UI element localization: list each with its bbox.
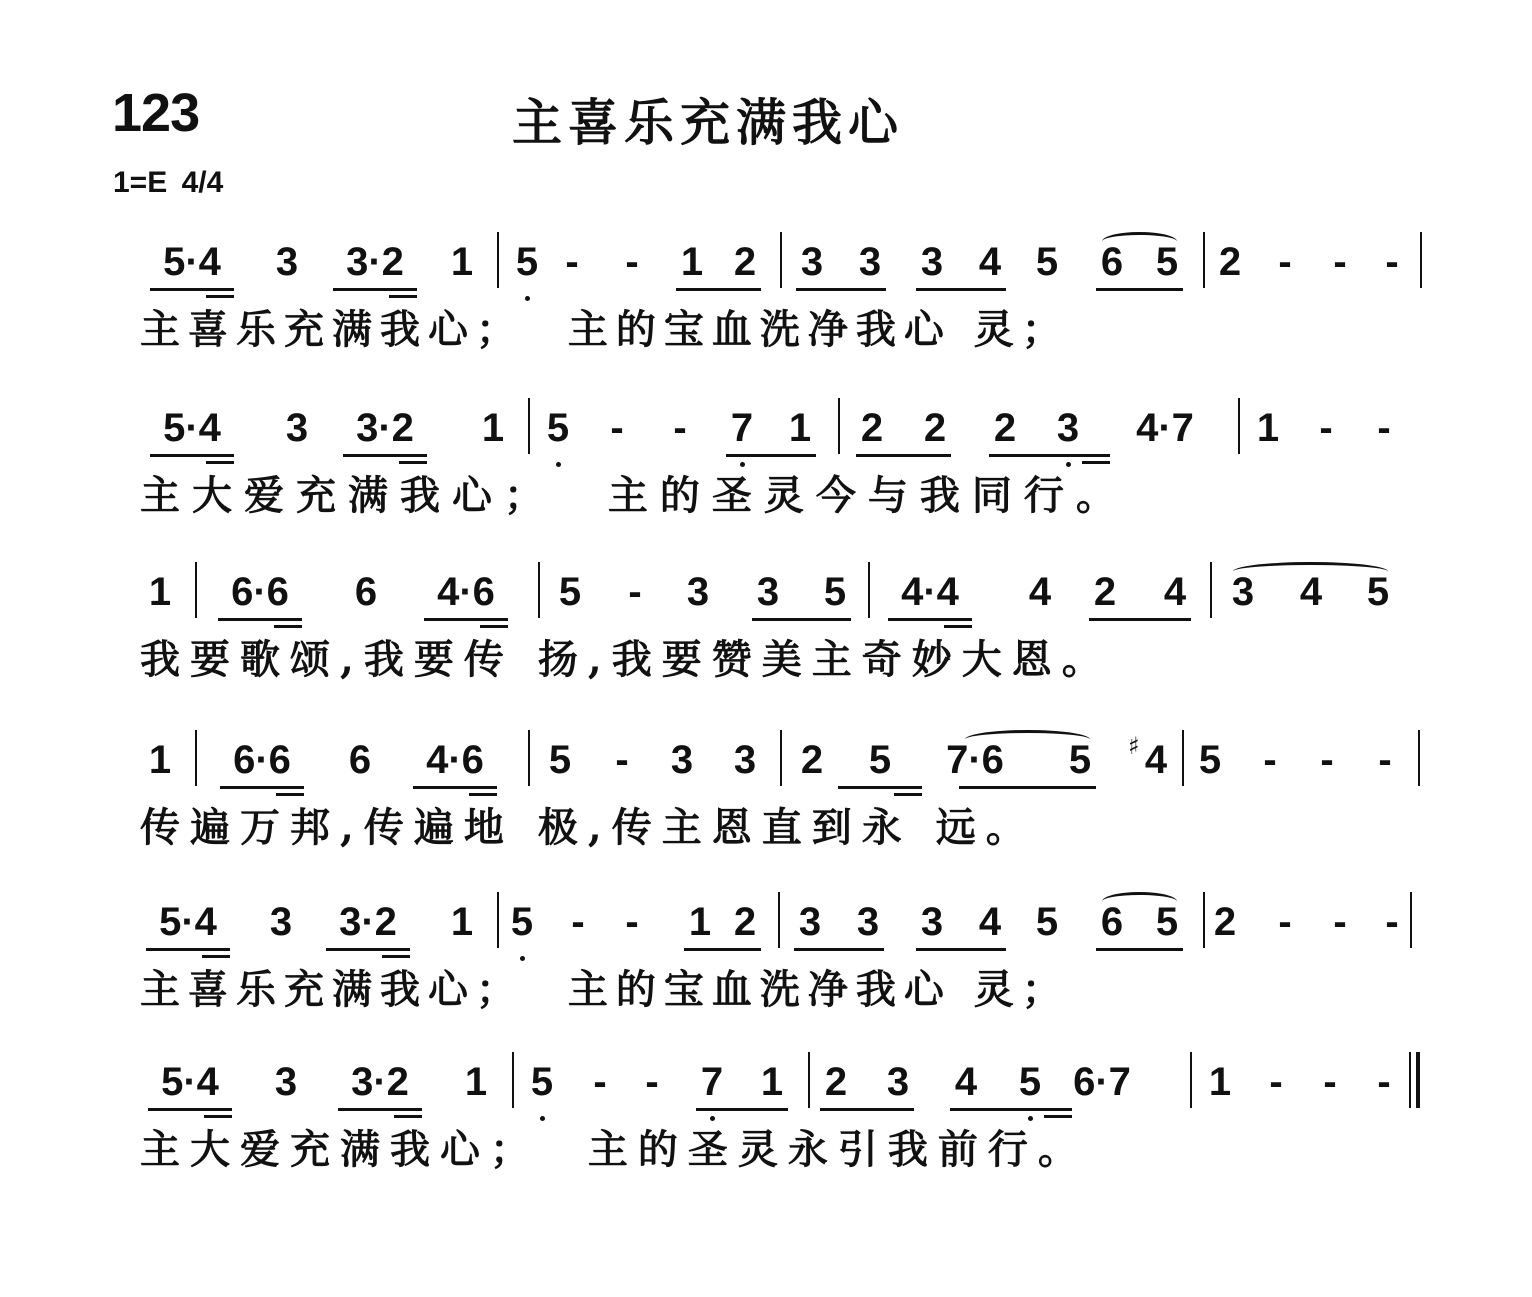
score-line-3 — [0, 572, 1532, 702]
lower-octave-dot — [520, 956, 525, 961]
note: 1 — [481, 406, 505, 450]
score-line-2 — [0, 408, 1532, 538]
extension-dash: - — [1269, 1060, 1283, 1104]
note: 2 — [733, 900, 757, 944]
score-line-4 — [0, 732, 1532, 870]
lower-octave-dot — [740, 462, 745, 467]
beam-underline — [796, 288, 886, 291]
time-signature: 4/4 — [181, 166, 224, 199]
lyric-line-6: 主大爱充满我心； 主的圣灵永引我前行。 — [140, 1126, 1088, 1173]
slur-arc — [1233, 562, 1388, 581]
note: 5·4 — [163, 406, 221, 450]
extension-dash: - — [571, 900, 585, 944]
note: 4 — [1163, 570, 1187, 614]
extension-dash: - — [628, 570, 642, 614]
hymn-title: 主喜乐充满我心 — [512, 94, 904, 152]
note: 1 — [760, 1060, 784, 1104]
note: 2 — [923, 406, 947, 450]
note: 1 — [450, 240, 474, 284]
note: 4 — [978, 900, 1002, 944]
note: 3 — [920, 240, 944, 284]
beam-underline — [794, 948, 884, 951]
beam-underline — [684, 948, 761, 951]
slur-arc — [965, 730, 1090, 749]
note: 4 — [1299, 570, 1323, 614]
barline — [838, 398, 840, 454]
barline — [512, 1052, 514, 1108]
beam-underline — [1026, 454, 1110, 457]
beam-underline — [146, 948, 230, 951]
barline — [1203, 892, 1205, 948]
note: 2 — [993, 406, 1017, 450]
barline — [1203, 232, 1205, 288]
lower-octave-dot — [525, 296, 530, 301]
barline — [778, 892, 780, 948]
lower-octave-dot — [1066, 462, 1071, 467]
barline — [497, 892, 499, 948]
beam-underline — [888, 618, 972, 621]
note: 4 — [954, 1060, 978, 1104]
lower-octave-dot — [1028, 1116, 1033, 1121]
note: 1 — [788, 406, 812, 450]
double-underline — [206, 461, 234, 464]
barline — [528, 398, 530, 454]
note: 1 — [680, 240, 704, 284]
note: 3 — [886, 1060, 910, 1104]
note: 5 — [1068, 738, 1092, 782]
extension-dash: - — [610, 406, 624, 450]
double-underline — [206, 295, 234, 298]
note: 3 — [858, 240, 882, 284]
extension-dash: - — [1377, 406, 1391, 450]
note: 6 — [348, 738, 372, 782]
key-signature — [113, 168, 223, 198]
note: 5 — [1035, 240, 1059, 284]
extension-dash: - — [1320, 738, 1334, 782]
score-line-5 — [0, 902, 1532, 1032]
note: 2 — [733, 240, 757, 284]
lower-octave-dot — [710, 1116, 715, 1121]
double-underline — [1082, 461, 1110, 464]
extension-dash: - — [1377, 1060, 1391, 1104]
barline — [1210, 562, 1212, 618]
note: 7 — [730, 406, 754, 450]
note: 3 — [686, 570, 710, 614]
note: 5·4 — [163, 240, 221, 284]
note: 3 — [1056, 406, 1080, 450]
barline — [1420, 232, 1422, 288]
beam-underline — [424, 618, 508, 621]
beam-underline — [326, 948, 410, 951]
extension-dash: - — [1385, 900, 1399, 944]
barline — [1410, 892, 1412, 948]
note: 6·6 — [233, 738, 291, 782]
note: 7 — [700, 1060, 724, 1104]
barline — [780, 232, 782, 288]
note: 5 — [510, 900, 534, 944]
note: 4·6 — [437, 570, 495, 614]
double-underline — [399, 461, 427, 464]
extension-dash: - — [593, 1060, 607, 1104]
extension-dash: - — [1323, 1060, 1337, 1104]
note: 3·2 — [339, 900, 397, 944]
beam-underline — [726, 454, 816, 457]
barline — [1190, 1052, 1192, 1108]
beam-underline — [752, 618, 851, 621]
barline — [538, 562, 540, 618]
beam-underline — [338, 1108, 422, 1111]
beam-underline — [676, 288, 761, 291]
note: 5·4 — [161, 1060, 219, 1104]
barline — [1418, 730, 1420, 786]
note: 4·4 — [901, 570, 959, 614]
note: 3 — [274, 1060, 298, 1104]
beam-underline — [343, 454, 427, 457]
beam-underline — [696, 1108, 788, 1111]
note: 5 — [1018, 1060, 1042, 1104]
note: 5·4 — [159, 900, 217, 944]
note: 1 — [1256, 406, 1280, 450]
double-underline — [469, 793, 497, 796]
note: 5 — [1198, 738, 1222, 782]
note: 3 — [1231, 570, 1255, 614]
double-underline — [394, 1115, 422, 1118]
beam-underline — [959, 786, 1096, 789]
lyric-line-1: 主喜乐充满我心； 主的宝血洗净我心 灵； — [140, 306, 1070, 353]
double-underline — [480, 625, 508, 628]
note: 2 — [1213, 900, 1237, 944]
lyric-line-5: 主喜乐充满我心； 主的宝血洗净我心 灵； — [140, 966, 1070, 1013]
barline — [195, 562, 197, 618]
double-underline — [1044, 1115, 1072, 1118]
double-underline — [204, 1115, 232, 1118]
barline — [195, 730, 197, 786]
beam-underline — [218, 618, 302, 621]
note: 2 — [860, 406, 884, 450]
beam-underline — [150, 454, 234, 457]
note: 5 — [1366, 570, 1390, 614]
extension-dash: - — [1333, 900, 1347, 944]
note: 3·2 — [346, 240, 404, 284]
note: 1 — [1208, 1060, 1232, 1104]
extension-dash: - — [1385, 240, 1399, 284]
note: 1 — [148, 738, 172, 782]
double-underline — [944, 625, 972, 628]
note: 6·7 — [1073, 1060, 1131, 1104]
note: 1 — [450, 900, 474, 944]
lyric-line-2: 主大爱充满我心； 主的圣灵今与我同行。 — [140, 472, 1128, 519]
note: 6·6 — [231, 570, 289, 614]
beam-underline — [1096, 288, 1183, 291]
note: 2 — [1093, 570, 1117, 614]
beam-underline — [1096, 948, 1183, 951]
note: 3 — [800, 240, 824, 284]
extension-dash: - — [645, 1060, 659, 1104]
beam-underline — [150, 288, 234, 291]
double-underline — [202, 955, 230, 958]
barline — [497, 232, 499, 288]
note: 5 — [558, 570, 582, 614]
double-underline — [274, 625, 302, 628]
note: 5 — [1155, 900, 1179, 944]
note: 3·2 — [356, 406, 414, 450]
note: 5 — [548, 738, 572, 782]
extension-dash: - — [673, 406, 687, 450]
note: 7·6 — [946, 738, 1004, 782]
beam-underline — [916, 948, 1006, 951]
extension-dash: - — [625, 900, 639, 944]
barline — [808, 1052, 810, 1108]
note: 6 — [354, 570, 378, 614]
double-underline — [382, 955, 410, 958]
extension-dash: - — [565, 240, 579, 284]
note: 4·6 — [426, 738, 484, 782]
lower-octave-dot — [556, 462, 561, 467]
note: 1 — [688, 900, 712, 944]
extension-dash: - — [615, 738, 629, 782]
note: 5 — [823, 570, 847, 614]
beam-underline — [838, 786, 922, 789]
note: 5 — [1035, 900, 1059, 944]
score-line-6 — [0, 1062, 1532, 1192]
key-label: 1=E — [113, 166, 168, 199]
double-underline — [276, 793, 304, 796]
note: 4 — [1144, 738, 1168, 782]
note: 3 — [756, 570, 780, 614]
barline — [1182, 730, 1184, 786]
note: 5 — [530, 1060, 554, 1104]
beam-underline — [148, 1108, 232, 1111]
double-underline — [389, 295, 417, 298]
note: 4 — [1028, 570, 1052, 614]
beam-underline — [916, 288, 1006, 291]
note: 3 — [275, 240, 299, 284]
barline — [780, 730, 782, 786]
note: 2 — [800, 738, 824, 782]
double-underline — [894, 793, 922, 796]
lyric-line-3: 我要歌颂,我要传 扬,我要赞美主奇妙大恩。 — [140, 636, 1112, 683]
note: 4 — [978, 240, 1002, 284]
beam-underline — [988, 1108, 1072, 1111]
note: 3 — [285, 406, 309, 450]
beam-underline — [856, 454, 951, 457]
note: 2 — [824, 1060, 848, 1104]
beam-underline — [820, 1108, 914, 1111]
beam-underline — [1089, 618, 1191, 621]
slur-arc — [1102, 232, 1177, 251]
extension-dash: - — [1278, 900, 1292, 944]
extension-dash: - — [625, 240, 639, 284]
lower-octave-dot — [540, 1116, 545, 1121]
note: 6 — [1100, 240, 1124, 284]
note: 3 — [733, 738, 757, 782]
extension-dash: - — [1263, 738, 1277, 782]
beam-underline — [333, 288, 417, 291]
barline — [868, 562, 870, 618]
extension-dash: - — [1333, 240, 1347, 284]
note: 5 — [515, 240, 539, 284]
note: 6 — [1100, 900, 1124, 944]
note: 3 — [798, 900, 822, 944]
extension-dash: - — [1319, 406, 1333, 450]
note: 3 — [856, 900, 880, 944]
note: 2 — [1218, 240, 1242, 284]
barline — [528, 730, 530, 786]
note: 1 — [148, 570, 172, 614]
extension-dash: - — [1278, 240, 1292, 284]
note: 5 — [546, 406, 570, 450]
note: 3 — [269, 900, 293, 944]
final-barline — [1416, 1052, 1420, 1108]
beam-underline — [413, 786, 497, 789]
extension-dash: - — [1378, 738, 1392, 782]
score-line-1 — [0, 242, 1532, 372]
note: 1 — [464, 1060, 488, 1104]
note: 3·2 — [351, 1060, 409, 1104]
note: 3 — [920, 900, 944, 944]
slur-arc — [1102, 892, 1177, 911]
note: 4·7 — [1136, 406, 1194, 450]
sharp-sign: ♯ — [1128, 732, 1140, 760]
note: 3 — [670, 738, 694, 782]
note: 5 — [1155, 240, 1179, 284]
beam-underline — [220, 786, 304, 789]
note: 5 — [868, 738, 892, 782]
barline — [1238, 398, 1240, 454]
lyric-line-4: 传遍万邦,传遍地 极,传主恩直到永 远。 — [140, 804, 1036, 851]
hymn-number: 123 — [112, 83, 200, 143]
